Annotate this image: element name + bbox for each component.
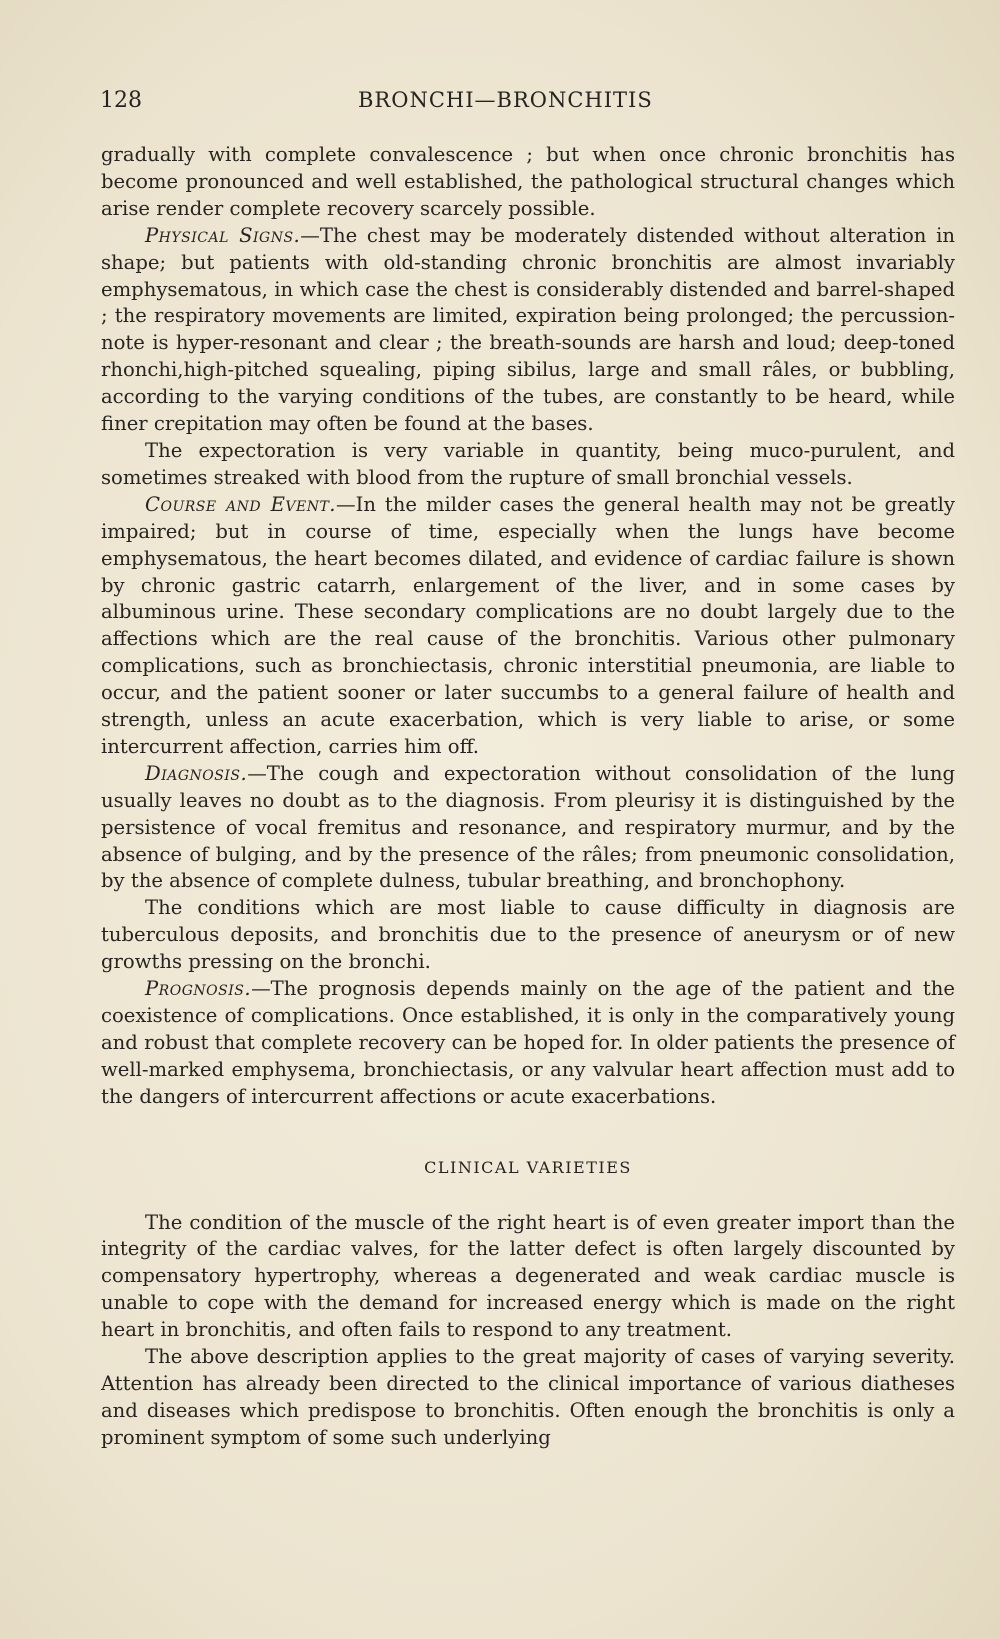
paragraph <box>101 895 955 976</box>
section-paragraph <box>101 1210 955 1345</box>
paragraph-text: The above description applies to the great majority of cases of varying severity. Attention has already been directed to the clinical importance of various diatheses and diseases which predispose to bronchitis. Often enough the bronchitis is only a prominent symptom of some such underlying <box>101 1345 955 1449</box>
paragraph-text: —The cough and expectoration without consolidation of the lung usually leaves no doubt as to the diagnosis. From pleurisy it is distinguished by the persistence of vocal fremitus and resonance, and respiratory murmur, and by the absence of bulging, and by the presence of the râles; from pneumonic consolidation, by the absence of complete dulness, tubular breathing, and bronchophony. <box>101 761 955 893</box>
paragraph-text: —The chest may be moderately distended without alteration in shape; but patients with old-standing chronic bronchitis are almost invariably emphysematous, in which case the chest is considerably distended and barrel-shaped ; the respiratory movements are limited, expiration being prolonged; the percussion-note is hyper-resonant and clear ; the breath-sounds are harsh and loud; deep-toned rhonchi,high-pitched squealing, piping sibilus, large and small râles, or bubbling, according to the varying conditions of the tubes, are constantly to be heard, while finer crepitation may often be found at the bases. <box>101 223 955 436</box>
paragraph-text: —In the milder cases the general health may not be greatly impaired; but in course of time, especially when the lungs have become emphysematous, the heart becomes dilated, and evidence of cardiac failure is shown by chronic gastric catarrh, enlargement of the liver, and in some cases by albuminous urine. These secondary complications are no doubt largely due to the affections which are the real cause of the bronchitis. Various other pulmonary complications, such as bronchiectasis, chronic interstitial pneumonia, are liable to occur, and the patient sooner or later succumbs to a general failure of health and strength, unless an acute exacerbation, which is very liable to arise, or some intercurrent affection, carries him off. <box>101 492 955 758</box>
paragraph-lead: Course and Event. <box>145 492 337 516</box>
paragraph-text: The expectoration is very variable in quantity, being muco-purulent, and sometimes streaked with blood from the rupture of small bronchial vessels. <box>101 438 955 489</box>
paragraph-text: The condition of the muscle of the right heart is of even greater import than the integrity of the cardiac valves, for the latter defect is often largely discounted by compensatory hypertrophy, whereas a degenerated and weak cardiac muscle is unable to cope with the demand for increased energy which is made on the right heart in bronchitis, and often fails to respond to any treatment. <box>101 1210 955 1342</box>
paragraph <box>101 142 955 223</box>
paragraph-text: gradually with complete convalescence ; but when once chronic bronchitis has become pronounced and well established, the pathological structural changes which arise render complete recovery scarcely possible. <box>101 143 955 220</box>
paragraph-lead: Physical Signs. <box>145 223 301 247</box>
paragraph <box>101 438 955 492</box>
paragraph-diagnosis <box>101 761 955 896</box>
paragraph-physical-signs <box>101 223 955 438</box>
section-paragraph <box>101 1344 955 1452</box>
page-header <box>100 88 700 120</box>
running-head: BRONCHI—BRONCHITIS <box>358 88 653 112</box>
paragraph-course-and-event <box>101 492 955 761</box>
page-number: 128 <box>100 88 142 113</box>
paragraph-lead: Prognosis. <box>145 977 252 1001</box>
paragraph-prognosis <box>101 976 955 1111</box>
paragraph-lead: Diagnosis. <box>145 761 248 785</box>
body-text <box>101 142 955 1452</box>
paragraph-text: —The prognosis depends mainly on the age of the patient and the coexistence of complications. Once established, it is only in the comparatively young and robust that complete recovery can be hoped for. In older patients the presence of well-marked emphysema, bronchiectasis, or any valvular heart affection must add to the dangers of intercurrent affections or acute exacerbations. <box>101 977 955 1108</box>
paragraph-text: The conditions which are most liable to cause difficulty in diagnosis are tuberculous deposits, and bronchitis due to the presence of aneurysm or of new growths pressing on the bronchi. <box>101 896 955 974</box>
section-heading: CLINICAL VARIETIES <box>424 1157 632 1177</box>
